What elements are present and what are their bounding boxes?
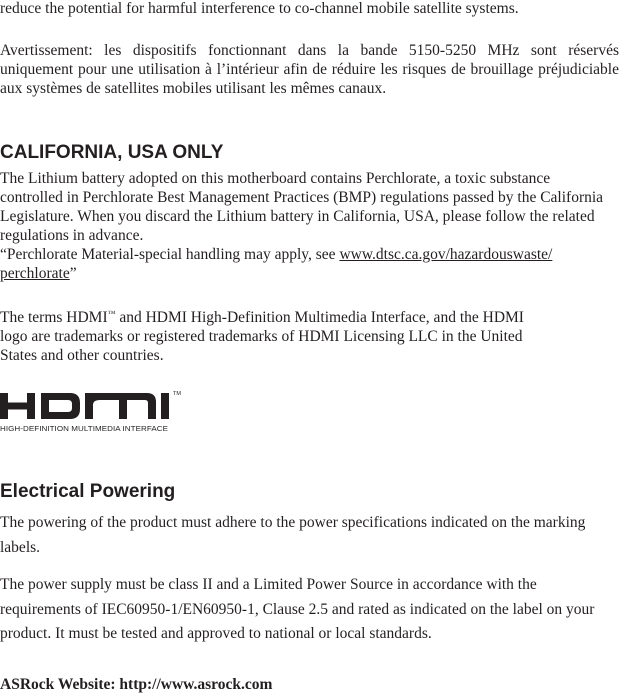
electrical-powering-paragraph-1: The powering of the product must adhere to the power specifications indicated on the marking labels.	[0, 514, 586, 556]
hdmi-trademark-line-1	[0, 304, 619, 327]
hdmi-trademark-line-3: States and other countries.	[0, 347, 164, 365]
hdmi-trademark-line-1-suffix: and HDMI High-Definition Multimedia Interface, and the HDMI	[115, 309, 524, 327]
asrock-website-line: ASRock Website: http://www.asrock.com	[0, 676, 273, 693]
dtsc-link-part1: www.dtsc.ca.gov/hazardouswaste/	[339, 246, 553, 263]
hdmi-logo-tagline: HIGH-DEFINITION MULTIMEDIA INTERFACE	[0, 424, 169, 433]
hdmi-logo-tm: TM	[173, 391, 181, 397]
hdmi-trademark-section	[0, 304, 619, 365]
electrical-powering-heading: Electrical Powering	[0, 481, 176, 502]
hdmi-trademark-line-1-prefix: The terms HDMI	[0, 309, 108, 327]
fcc-notice-tail: reduce the potential for harmful interference to co-channel mobile satellite systems.	[0, 0, 519, 17]
perchlorate-paragraph: The Lithium battery adopted on this motherboard contains Perchlorate, a toxic substance controlled in Perchlorate Best Management Practices (BMP) regulations passed by the California Legislature. When you discard the Lithium battery in California, USA, please follow the related regulations in advance.	[0, 170, 604, 244]
hdmi-logo	[0, 386, 184, 436]
california-heading: CALIFORNIA, USA ONLY	[0, 142, 224, 163]
california-section	[0, 169, 619, 283]
perchlorate-quote-prefix: “Perchlorate Material-special handling may apply, see	[0, 246, 340, 263]
french-warning-paragraph: Avertissement: les dispositifs fonctionnant dans la bande 5150-5250 MHz sont réservés uniquement pour une utilisation à l’intérieur afin de réduire les risques de brouillage préjudiciable aux systèmes de satellites mobiles utilisant les mêmes canaux.	[0, 42, 619, 97]
hdmi-trademark-line-2: logo are trademarks or registered trademarks of HDMI Licensing LLC in the United	[0, 328, 523, 346]
electrical-powering-paragraph-2: The power supply must be class II and a Limited Power Source in accordance with the requirements of IEC60950-1/EN60950-1, Clause 2.5 and rated as indicated on the label on your product. It must be tested and approved to national or local standards.	[0, 576, 595, 642]
perchlorate-quote-suffix: ”	[69, 265, 77, 282]
dtsc-link-part2: perchlorate	[0, 265, 70, 282]
perchlorate-quote	[0, 245, 619, 283]
trademark-symbol: ™	[107, 309, 116, 318]
hdmi-logo-wordmark	[0, 391, 181, 419]
